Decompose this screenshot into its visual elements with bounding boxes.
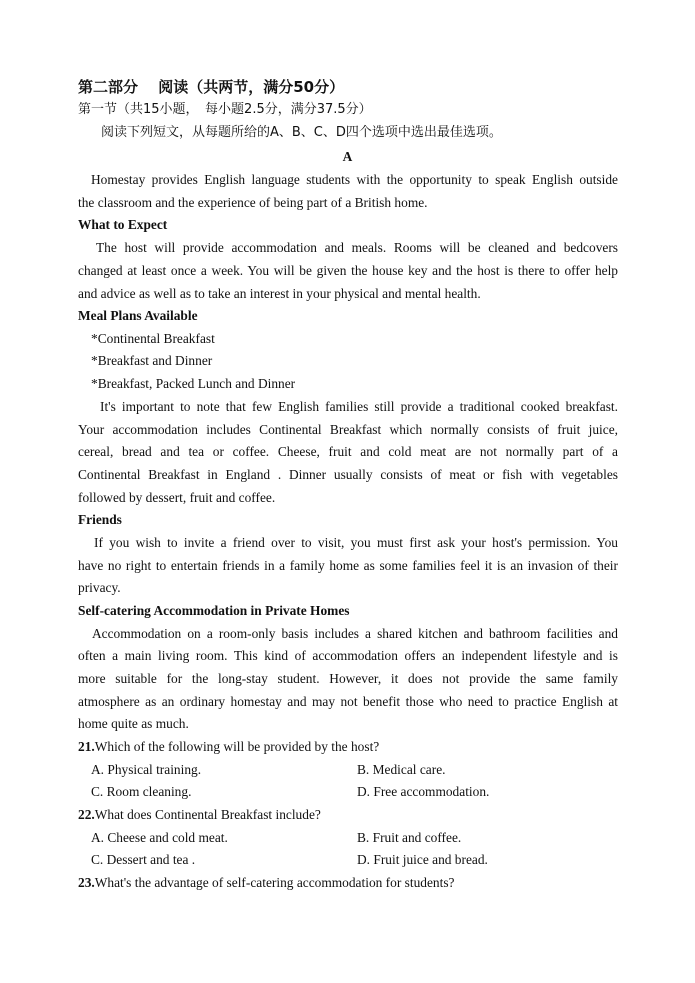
heading-self-catering: Self-catering Accommodation in Private Homes: [78, 603, 350, 618]
self-line: atmosphere as an ordinary homestay and may not benefit those who need to practice English at: [78, 694, 618, 709]
intro-line: Homestay provides English language students with the opportunity to speak English outside: [91, 172, 618, 187]
question-text: What does Continental Breakfast include?: [94, 807, 321, 822]
intro-line: the classroom and the experience of being part of a British home.: [78, 195, 428, 210]
question-number: 21.: [78, 739, 95, 754]
question-number: 23.: [78, 875, 95, 890]
option-22-b: B. Fruit and coffee.: [357, 830, 462, 845]
meal-plan-item: *Continental Breakfast: [91, 331, 215, 346]
expect-line: and advice as well as to take an interest in your physical and mental health.: [78, 286, 481, 301]
question-text: Which of the following will be provided by the host?: [94, 739, 380, 754]
expect-line: The host will provide accommodation and meals. Rooms will be cleaned and bedcovers: [96, 240, 618, 255]
self-line: often a main living room. This kind of accommodation offers an independent lifestyle and is: [78, 648, 618, 663]
question-text: What's the advantage of self-catering accommodation for students?: [94, 875, 455, 890]
section-instruction: 阅读下列短文，从每题所给的A、B、C、D四个选项中选出最佳选项。: [101, 125, 502, 140]
option-22-a: A. Cheese and cold meat.: [91, 830, 228, 845]
expect-line: changed at least once a week. You will be given the house key and the host is there to offer help: [78, 263, 618, 278]
meal-plan-item: *Breakfast and Dinner: [91, 353, 213, 368]
meal-text-line: followed by dessert, fruit and coffee.: [78, 490, 276, 505]
meal-text-line: cereal, bread and tea or coffee. Cheese, fruit and cold meat are not normally part of a: [78, 444, 618, 459]
question-23: [78, 874, 454, 892]
self-line: home quite as much.: [78, 716, 189, 731]
question-22: [78, 806, 321, 824]
question-21: [78, 738, 379, 756]
meal-text-line: Continental Breakfast in England . Dinner usually consists of meat or fish with vegetables: [78, 467, 618, 482]
meal-text-line: It's important to note that few English families still provide a traditional cooked breakfast.: [100, 399, 618, 414]
section-title: 第二部分 阅读（共两节，满分50分）: [78, 78, 345, 96]
section-subtitle: 第一节（共15小题， 每小题2.5分，满分37.5分）: [78, 102, 372, 117]
heading-friends: Friends: [78, 512, 122, 527]
self-line: more suitable for the long-stay student. However, it does not provide the same family: [78, 671, 618, 686]
friends-line: privacy.: [78, 580, 121, 595]
self-line: Accommodation on a room-only basis includes a shared kitchen and bathroom facilities and: [92, 626, 618, 641]
friends-line: have no right to entertain friends in a family home as some families feel it is an invasion of their: [78, 558, 618, 573]
option-22-c: C. Dessert and tea .: [91, 852, 196, 867]
passage-label: A: [342, 149, 353, 164]
friends-line: If you wish to invite a friend over to visit, you must first ask your host's permission. You: [94, 535, 618, 550]
option-21-c: C. Room cleaning.: [91, 784, 192, 799]
option-22-d: D. Fruit juice and bread.: [357, 852, 488, 867]
question-number: 22.: [78, 807, 95, 822]
meal-text-line: Your accommodation includes Continental Breakfast which normally consists of fruit juice,: [78, 422, 618, 437]
option-21-a: A. Physical training.: [91, 762, 202, 777]
heading-meal-plans: Meal Plans Available: [78, 308, 198, 323]
option-21-b: B. Medical care.: [357, 762, 446, 777]
option-21-d: D. Free accommodation.: [357, 784, 490, 799]
heading-what-to-expect: What to Expect: [78, 217, 168, 232]
meal-plan-item: *Breakfast, Packed Lunch and Dinner: [91, 376, 296, 391]
